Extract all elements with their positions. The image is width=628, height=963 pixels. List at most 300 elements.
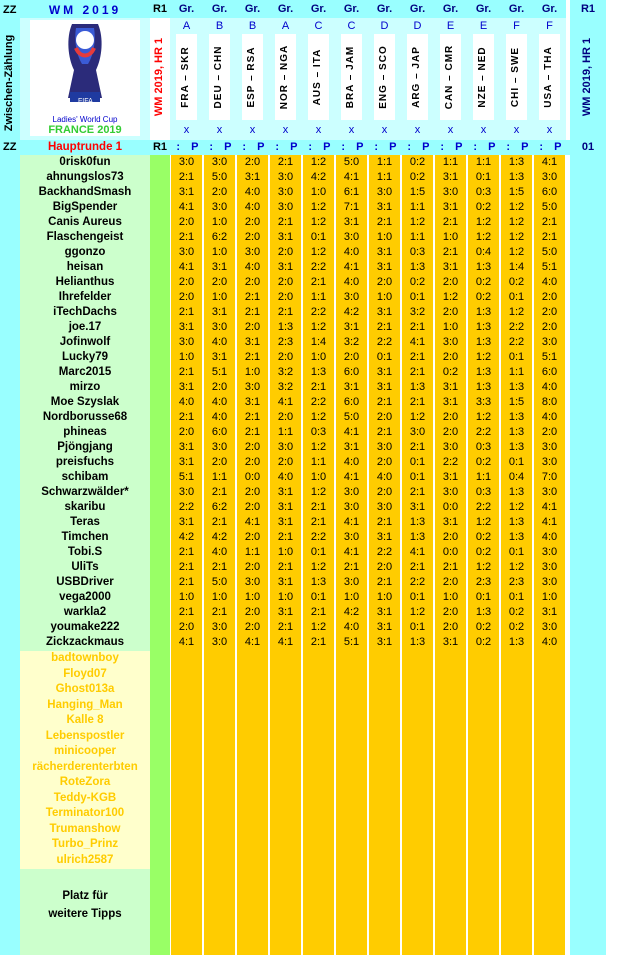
- tip-cell: 3:0: [269, 200, 302, 215]
- tip-cell: 2:1: [170, 230, 203, 245]
- pending-player-name: Kalle 8: [66, 714, 104, 726]
- tip-cell: 1:3: [500, 635, 533, 650]
- tip-cell: 2:1: [269, 215, 302, 230]
- tip-cell: 4:1: [170, 200, 203, 215]
- tip-cell: 2:1: [269, 530, 302, 545]
- tip-cell: 0:2: [500, 620, 533, 635]
- tip-cell: 1:2: [467, 410, 500, 425]
- tip-cell: 1:3: [401, 635, 434, 650]
- tip-cell: 7:1: [335, 200, 368, 215]
- empty-tip-column: [467, 650, 500, 955]
- tip-cell: 0:2: [467, 275, 500, 290]
- tip-cell: 2:0: [269, 290, 302, 305]
- tip-cell: 0:0: [434, 545, 467, 560]
- tip-cell: 4:0: [236, 200, 269, 215]
- tip-cell: 0:1: [401, 590, 434, 605]
- tip-cell: 6:2: [203, 500, 236, 515]
- group-letter: F: [513, 20, 520, 32]
- subheader-mark: :: [308, 141, 313, 153]
- player-name: Zickzackmaus: [46, 636, 124, 648]
- tip-cell: 0:3: [401, 245, 434, 260]
- tip-cell: 4:0: [533, 275, 566, 290]
- logo-subcaption: FRANCE 2019: [48, 124, 122, 136]
- subheader-mark: :: [374, 141, 379, 153]
- tip-cell: 3:1: [368, 245, 401, 260]
- tip-cell: 1:3: [401, 515, 434, 530]
- tip-cell: 1:0: [236, 365, 269, 380]
- tip-cell: 3:1: [335, 380, 368, 395]
- tip-cell: 1:2: [401, 215, 434, 230]
- tip-cell: 0:2: [467, 635, 500, 650]
- tip-cell: 2:2: [302, 305, 335, 320]
- tip-cell: 3:0: [533, 620, 566, 635]
- player-name: vega2000: [59, 591, 111, 603]
- tip-cell: 4:1: [170, 635, 203, 650]
- tip-cell: 1:2: [302, 245, 335, 260]
- tip-cell: 2:0: [533, 320, 566, 335]
- tip-cell: 1:0: [302, 185, 335, 200]
- tip-cell: 3:0: [335, 530, 368, 545]
- tip-cell: 1:5: [500, 185, 533, 200]
- tip-cell: 3:0: [203, 155, 236, 170]
- tip-cell: 1:1: [368, 155, 401, 170]
- tip-cell: 5:1: [533, 260, 566, 275]
- tip-cell: 3:1: [368, 380, 401, 395]
- tip-cell: 3:0: [533, 545, 566, 560]
- tip-cell: 3:0: [533, 485, 566, 500]
- match-x-mark: x: [249, 124, 256, 136]
- tip-cell: 2:0: [269, 350, 302, 365]
- tip-cell: 3:1: [434, 170, 467, 185]
- tip-cell: 3:1: [170, 320, 203, 335]
- tip-cell: 3:0: [533, 560, 566, 575]
- tip-cell: 4:0: [335, 455, 368, 470]
- subheader-mark: :: [176, 141, 181, 153]
- tip-cell: 3:1: [368, 260, 401, 275]
- group-letter: C: [314, 20, 323, 32]
- tip-cell: 2:0: [434, 605, 467, 620]
- match-name: CHI – SWE: [509, 46, 521, 108]
- empty-tip-column: [203, 650, 236, 955]
- tip-cell: 3:2: [401, 305, 434, 320]
- tip-cell: 1:2: [500, 305, 533, 320]
- tip-cell: 2:1: [335, 560, 368, 575]
- tip-cell: 3:1: [368, 305, 401, 320]
- tip-cell: 1:2: [302, 155, 335, 170]
- r1-green-column: [150, 155, 170, 955]
- tip-cell: 3:0: [434, 185, 467, 200]
- tip-cell: 0:1: [368, 350, 401, 365]
- tip-cell: 3:2: [335, 335, 368, 350]
- tip-cell: 2:2: [467, 425, 500, 440]
- group-letter: A: [281, 20, 290, 32]
- tip-cell: 3:1: [434, 395, 467, 410]
- tip-cell: 0:2: [467, 455, 500, 470]
- group-letter: F: [546, 20, 553, 32]
- tip-cell: 4:0: [203, 410, 236, 425]
- tip-cell: 4:2: [203, 530, 236, 545]
- tip-cell: 3:1: [170, 185, 203, 200]
- r1-label-top: R1: [152, 3, 168, 15]
- tip-cell: 0:1: [401, 470, 434, 485]
- tip-cell: 5:0: [203, 170, 236, 185]
- tip-cell: 2:1: [368, 575, 401, 590]
- tip-cell: 1:0: [533, 590, 566, 605]
- tip-cell: 0:3: [467, 185, 500, 200]
- tip-cell: 3:0: [269, 440, 302, 455]
- tip-cell: 1:0: [170, 350, 203, 365]
- tip-cell: 3:0: [335, 485, 368, 500]
- tip-cell: 3:1: [170, 380, 203, 395]
- tip-cell: 3:0: [335, 500, 368, 515]
- tip-cell: 3:0: [533, 335, 566, 350]
- tip-cell: 3:0: [368, 440, 401, 455]
- tip-cell: 4:1: [401, 335, 434, 350]
- tip-cell: 5:0: [203, 575, 236, 590]
- tip-cell: 3:0: [335, 575, 368, 590]
- tip-cell: 4:2: [170, 530, 203, 545]
- tip-cell: 2:2: [302, 395, 335, 410]
- tip-cell: 1:3: [401, 530, 434, 545]
- tip-cell: 2:1: [434, 560, 467, 575]
- tip-cell: 1:1: [434, 155, 467, 170]
- tip-cell: 5:0: [335, 155, 368, 170]
- match-x-mark: x: [414, 124, 421, 136]
- tip-cell: 0:1: [302, 230, 335, 245]
- empty-tip-column: [236, 650, 269, 955]
- tip-cell: 2:2: [434, 455, 467, 470]
- tip-cell: 0:2: [467, 530, 500, 545]
- tip-cell: 2:1: [269, 305, 302, 320]
- tip-cell: 2:1: [401, 365, 434, 380]
- tip-cell: 4:1: [236, 635, 269, 650]
- tip-cell: 1:3: [302, 575, 335, 590]
- tip-cell: 3:0: [203, 200, 236, 215]
- tip-cell: 5:1: [203, 365, 236, 380]
- player-name: warkla2: [63, 606, 107, 618]
- tip-cell: 2:0: [335, 350, 368, 365]
- subheader-mark: P: [488, 141, 496, 153]
- tip-cell: 1:0: [302, 470, 335, 485]
- tip-cell: 0:2: [467, 290, 500, 305]
- tip-cell: 2:0: [434, 305, 467, 320]
- group-prefix: Gr.: [343, 3, 360, 15]
- tip-cell: 4:0: [335, 245, 368, 260]
- footer-line-2: weitere Tipps: [48, 908, 122, 920]
- tip-cell: 1:3: [401, 260, 434, 275]
- player-name: USBDriver: [56, 576, 114, 588]
- tip-cell: 2:1: [269, 560, 302, 575]
- group-prefix: Gr.: [211, 3, 228, 15]
- tip-cell: 3:1: [269, 575, 302, 590]
- player-name: joe.17: [68, 321, 102, 333]
- r1-label-right: R1: [580, 3, 596, 15]
- tip-cell: 4:0: [335, 275, 368, 290]
- tip-cell: 2:0: [368, 275, 401, 290]
- tip-cell: 2:0: [368, 455, 401, 470]
- tip-cell: 5:0: [335, 410, 368, 425]
- match-name: ESP – RSA: [245, 46, 257, 108]
- pending-player-name: Ghost013a: [55, 683, 115, 695]
- tip-cell: 2:3: [500, 575, 533, 590]
- tip-cell: 4:0: [533, 530, 566, 545]
- tip-cell: 2:1: [170, 305, 203, 320]
- match-name: NOR – NGA: [278, 44, 290, 110]
- tip-cell: 2:1: [269, 155, 302, 170]
- tip-cell: 1:5: [500, 395, 533, 410]
- tip-cell: 4:1: [170, 260, 203, 275]
- tip-cell: 3:1: [269, 230, 302, 245]
- tip-cell: 3:0: [170, 485, 203, 500]
- tip-cell: 2:1: [434, 215, 467, 230]
- tip-cell: 2:2: [368, 335, 401, 350]
- tip-cell: 2:0: [434, 275, 467, 290]
- tip-cell: 1:0: [269, 590, 302, 605]
- tip-cell: 2:1: [401, 560, 434, 575]
- tip-cell: 1:3: [302, 365, 335, 380]
- side-label: Zwischen-Zählung: [3, 34, 15, 132]
- tip-cell: 5:1: [170, 470, 203, 485]
- zz-label-sub: ZZ: [3, 141, 17, 153]
- tip-cell: 4:1: [335, 545, 368, 560]
- match-x-mark: x: [546, 124, 553, 136]
- group-prefix: Gr.: [541, 3, 558, 15]
- tip-cell: 2:1: [170, 545, 203, 560]
- tip-cell: 1:2: [302, 440, 335, 455]
- tip-cell: 4:2: [335, 605, 368, 620]
- tip-cell: 2:0: [236, 485, 269, 500]
- match-x-mark: x: [480, 124, 487, 136]
- tip-cell: 2:1: [401, 350, 434, 365]
- tip-cell: 1:2: [467, 215, 500, 230]
- tip-cell: 2:0: [203, 380, 236, 395]
- tip-cell: 2:1: [368, 425, 401, 440]
- tip-cell: 1:2: [500, 245, 533, 260]
- match-name: NZE – NED: [476, 46, 488, 108]
- tip-cell: 2:1: [236, 425, 269, 440]
- empty-tip-column: [368, 650, 401, 955]
- tip-cell: 2:1: [401, 395, 434, 410]
- tip-cell: 2:1: [401, 440, 434, 455]
- tip-cell: 2:0: [236, 500, 269, 515]
- tip-cell: 3:1: [401, 500, 434, 515]
- tip-cell: 4:2: [302, 170, 335, 185]
- tip-cell: 3:1: [368, 530, 401, 545]
- tip-cell: 4:1: [269, 635, 302, 650]
- subheader-mark: P: [356, 141, 364, 153]
- tip-cell: 3:1: [368, 620, 401, 635]
- tip-cell: 2:0: [368, 410, 401, 425]
- tip-cell: 2:1: [302, 500, 335, 515]
- player-name: BigSpender: [52, 201, 118, 213]
- tip-cell: 0:2: [467, 200, 500, 215]
- tip-cell: 1:2: [467, 230, 500, 245]
- tip-cell: 3:1: [269, 485, 302, 500]
- tip-cell: 2:0: [434, 350, 467, 365]
- match-x-mark: x: [315, 124, 322, 136]
- pending-player-name: Teddy-KGB: [53, 791, 117, 804]
- tip-cell: 3:1: [335, 215, 368, 230]
- round-title: Hauptrunde 1: [47, 141, 123, 153]
- tip-cell: 2:1: [533, 230, 566, 245]
- tip-cell: 3:1: [335, 440, 368, 455]
- tip-cell: 1:3: [269, 320, 302, 335]
- subheader-mark: P: [191, 141, 199, 153]
- tip-cell: 2:0: [236, 560, 269, 575]
- tip-cell: 3:0: [236, 245, 269, 260]
- tip-cell: 1:3: [467, 380, 500, 395]
- tip-cell: 1:2: [500, 230, 533, 245]
- tip-cell: 2:0: [170, 215, 203, 230]
- group-prefix: Gr.: [310, 3, 327, 15]
- tip-cell: 0:1: [401, 455, 434, 470]
- tip-cell: 2:1: [236, 305, 269, 320]
- subheader-mark: :: [209, 141, 214, 153]
- tip-cell: 1:1: [401, 230, 434, 245]
- tip-cell: 2:1: [302, 635, 335, 650]
- tip-cell: 2:3: [467, 575, 500, 590]
- tip-cell: 2:1: [236, 290, 269, 305]
- tip-cell: 0:2: [500, 275, 533, 290]
- tip-cell: 3:0: [533, 170, 566, 185]
- tip-cell: 0:0: [434, 500, 467, 515]
- tip-cell: 2:1: [203, 560, 236, 575]
- match-name: AUS – ITA: [311, 48, 323, 106]
- tip-cell: 2:0: [170, 425, 203, 440]
- tip-cell: 1:0: [203, 215, 236, 230]
- tip-cell: 0:1: [500, 590, 533, 605]
- tip-cell: 1:0: [368, 290, 401, 305]
- tip-cell: 1:1: [401, 200, 434, 215]
- tip-cell: 1:0: [203, 245, 236, 260]
- player-name: Jofinwolf: [59, 336, 111, 348]
- tip-cell: 4:1: [335, 260, 368, 275]
- tip-cell: 6:0: [533, 185, 566, 200]
- vertical-title-left: WM 2019, HR 1: [153, 37, 165, 117]
- tip-cell: 2:1: [368, 320, 401, 335]
- tip-cell: 1:0: [434, 320, 467, 335]
- tip-cell: 4:1: [335, 170, 368, 185]
- page-title: WM 2019: [48, 3, 122, 17]
- tip-cell: 3:1: [236, 395, 269, 410]
- tip-cell: 3:1: [203, 305, 236, 320]
- tip-cell: 2:1: [170, 170, 203, 185]
- tip-cell: 3:1: [170, 440, 203, 455]
- tip-cell: 0:1: [467, 170, 500, 185]
- group-letter: D: [413, 20, 422, 32]
- group-letter: E: [479, 20, 488, 32]
- empty-tip-column: [434, 650, 467, 955]
- subheader-mark: :: [506, 141, 511, 153]
- player-name: BackhandSmash: [38, 186, 132, 198]
- player-name: Nordborusse68: [42, 411, 128, 423]
- tip-cell: 1:3: [467, 365, 500, 380]
- tip-cell: 4:0: [236, 185, 269, 200]
- tip-cell: 0:3: [467, 485, 500, 500]
- tip-cell: 1:2: [302, 620, 335, 635]
- match-x-mark: x: [216, 124, 223, 136]
- group-letter: E: [446, 20, 455, 32]
- tip-cell: 2:2: [500, 335, 533, 350]
- tip-cell: 0:0: [236, 470, 269, 485]
- player-name: schibam: [61, 471, 109, 483]
- tip-cell: 3:1: [170, 455, 203, 470]
- tip-cell: 0:1: [467, 590, 500, 605]
- empty-tip-column: [335, 650, 368, 955]
- tip-cell: 1:3: [500, 530, 533, 545]
- tip-cell: 2:0: [236, 275, 269, 290]
- tip-cell: 2:1: [170, 560, 203, 575]
- tip-cell: 3:0: [368, 500, 401, 515]
- player-name: Marc2015: [58, 366, 112, 378]
- tip-cell: 3:0: [335, 230, 368, 245]
- tip-cell: 3:1: [434, 515, 467, 530]
- pending-player-name: ulrich2587: [56, 853, 114, 866]
- tip-cell: 4:0: [368, 470, 401, 485]
- player-name: mirzo: [69, 381, 101, 393]
- tip-cell: 2:0: [434, 530, 467, 545]
- tip-cell: 1:0: [269, 545, 302, 560]
- tip-cell: 2:2: [170, 500, 203, 515]
- subheader-mark: P: [224, 141, 232, 153]
- match-name: FRA – SKR: [179, 46, 191, 108]
- empty-tip-column: [302, 650, 335, 955]
- match-x-mark: x: [381, 124, 388, 136]
- tip-cell: 2:0: [368, 560, 401, 575]
- tip-cell: 2:0: [236, 605, 269, 620]
- tip-cell: 3:3: [467, 395, 500, 410]
- tip-cell: 4:1: [335, 425, 368, 440]
- empty-tip-column: [533, 650, 566, 955]
- tip-cell: 1:1: [302, 455, 335, 470]
- group-prefix: Gr.: [277, 3, 294, 15]
- tip-cell: 4:0: [170, 395, 203, 410]
- tip-cell: 1:2: [302, 215, 335, 230]
- player-name: iTechDachs: [53, 306, 117, 318]
- tip-cell: 0:1: [500, 455, 533, 470]
- pending-player-name: badtownboy: [51, 652, 119, 664]
- tip-cell: 0:1: [500, 290, 533, 305]
- pending-player-name: rächerderenterbten: [32, 760, 138, 773]
- tip-cell: 3:0: [335, 290, 368, 305]
- tip-cell: 1:1: [203, 470, 236, 485]
- tip-cell: 4:0: [533, 410, 566, 425]
- tip-cell: 3:1: [269, 260, 302, 275]
- tip-cell: 3:1: [434, 200, 467, 215]
- tip-cell: 2:0: [203, 185, 236, 200]
- tip-cell: 3:1: [533, 605, 566, 620]
- empty-tip-column: [269, 650, 302, 955]
- tip-cell: 2:0: [236, 155, 269, 170]
- group-prefix: Gr.: [244, 3, 261, 15]
- tip-cell: 2:0: [236, 320, 269, 335]
- tip-cell: 2:1: [302, 515, 335, 530]
- tip-cell: 4:1: [335, 470, 368, 485]
- subheader-mark: P: [521, 141, 529, 153]
- tip-cell: 2:1: [203, 515, 236, 530]
- tip-cell: 1:3: [500, 485, 533, 500]
- tip-cell: 5:1: [533, 350, 566, 365]
- tip-cell: 6:0: [335, 365, 368, 380]
- tip-cell: 1:2: [500, 200, 533, 215]
- pending-player-name: Turbo_Prinz: [51, 838, 119, 850]
- tip-cell: 0:4: [467, 245, 500, 260]
- tip-cell: 1:0: [368, 590, 401, 605]
- player-name: Schwarzwälder*: [41, 486, 129, 498]
- tip-cell: 1:2: [467, 350, 500, 365]
- tip-cell: 1:2: [302, 560, 335, 575]
- tip-cell: 3:0: [368, 185, 401, 200]
